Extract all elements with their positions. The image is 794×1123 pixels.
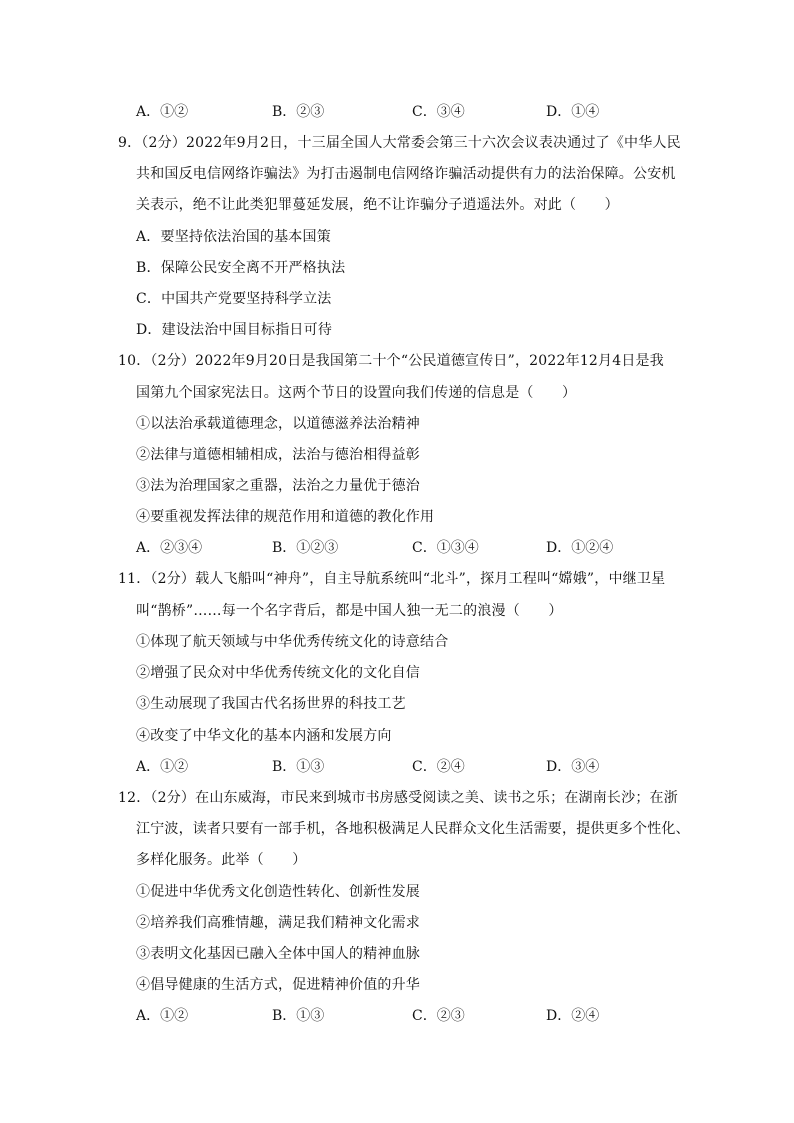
q9-stem-line: 关表示，绝不让此类犯罪蔓延发展，绝不让诈骗分子逍遥法外。对此（ ） [136, 197, 619, 213]
q12-stem-line: 江宁波，读者只要有一部手机，各地积极满足人民群众文化生活需要，提供更多个性化、 [136, 821, 690, 837]
q10-option-c[interactable]: C．①③④ [412, 540, 479, 556]
q11-option-a[interactable]: A．①② [136, 759, 189, 775]
q12-option-b[interactable]: B．①③ [272, 1008, 325, 1024]
q10-statement: ②法律与道德相辅相成，法治与德治相得益彰 [136, 447, 420, 463]
q10-option-a[interactable]: A．②③④ [136, 540, 203, 556]
q11-stem-line: 11．（2分）载人飞船叫“神舟”，自主导航系统叫“北斗”，探月工程叫“嫦娥”，中继卫星 [118, 571, 666, 587]
q12-statement: ④倡导健康的生活方式，促进精神价值的升华 [136, 977, 420, 993]
q10-options [136, 538, 696, 558]
q10-statement: ①以法治承载道德理念，以道德滋养法治精神 [136, 416, 420, 432]
q11-option-c[interactable]: C．②④ [412, 759, 465, 775]
q9-stem-line: 共和国反电信网络诈骗法》为打击遏制电信网络诈骗活动提供有力的法治保障。公安机 [136, 166, 676, 182]
q12-statement: ③表明文化基因已融入全体中国人的精神血脉 [136, 946, 420, 962]
q12-options [136, 1006, 696, 1026]
q10-option-d[interactable]: D．①②④ [546, 540, 614, 556]
q11-option-d[interactable]: D．③④ [546, 759, 600, 775]
q11-options [136, 757, 696, 777]
q12-option-c[interactable]: C．②③ [412, 1008, 465, 1024]
q10-stem-line: 国第九个国家宪法日。这两个节日的设置向我们传递的信息是（ ） [136, 385, 577, 401]
q10-statement: ③法为治理国家之重器，法治之力量优于德治 [136, 478, 420, 494]
q9-stem-line: 9．（2分）2022年9月2日，十三届全国人大常委会第三十六次会议表决通过了《中华人民 [118, 135, 681, 151]
q9-option-a[interactable]: A．要坚持依法治国的基本国策 [136, 229, 331, 245]
q11-option-b[interactable]: B．①③ [272, 759, 325, 775]
q10-statement: ④要重视发挥法律的规范作用和道德的教化作用 [136, 509, 435, 525]
q12-option-a[interactable]: A．①② [136, 1008, 189, 1024]
q12-stem-line: 多样化服务。此举（ ） [136, 852, 307, 868]
q11-statement: ①体现了航天领域与中华优秀传统文化的诗意结合 [136, 634, 449, 650]
q11-statement: ④改变了中华文化的基本内涵和发展方向 [136, 728, 392, 744]
q12-statement: ①促进中华优秀文化创造性转化、创新性发展 [136, 884, 420, 900]
q9-option-d[interactable]: D．建设法治中国目标指日可待 [136, 322, 333, 338]
q12-statement: ②培养我们高雅情趣，满足我们精神文化需求 [136, 915, 420, 931]
q10-option-b[interactable]: B．①②③ [272, 540, 339, 556]
q8-options [136, 102, 696, 122]
q11-stem-line: 叫“鹊桥”……每一个名字背后，都是中国人独一无二的浪漫（ ） [136, 603, 563, 619]
q12-option-d[interactable]: D．②④ [546, 1008, 600, 1024]
q11-statement: ③生动展现了我国古代名扬世界的科技工艺 [136, 696, 406, 712]
q11-statement: ②增强了民众对中华优秀传统文化的文化自信 [136, 665, 420, 681]
q9-option-b[interactable]: B．保障公民安全离不开严格执法 [136, 260, 346, 276]
q9-option-c[interactable]: C．中国共产党要坚持科学立法 [136, 291, 332, 307]
q8-option-a[interactable]: A．①② [136, 104, 189, 120]
q8-option-c[interactable]: C．③④ [412, 104, 465, 120]
q12-stem-line: 12．（2分）在山东威海，市民来到城市书房感受阅读之美、读书之乐；在湖南长沙；在浙 [118, 790, 678, 806]
q8-option-b[interactable]: B．②③ [272, 104, 325, 120]
q10-stem-line: 10．（2分）2022年9月20日是我国第二十个“公民道德宣传日”，2022年12月4日是我 [118, 353, 664, 369]
q8-option-d[interactable]: D．①④ [546, 104, 600, 120]
